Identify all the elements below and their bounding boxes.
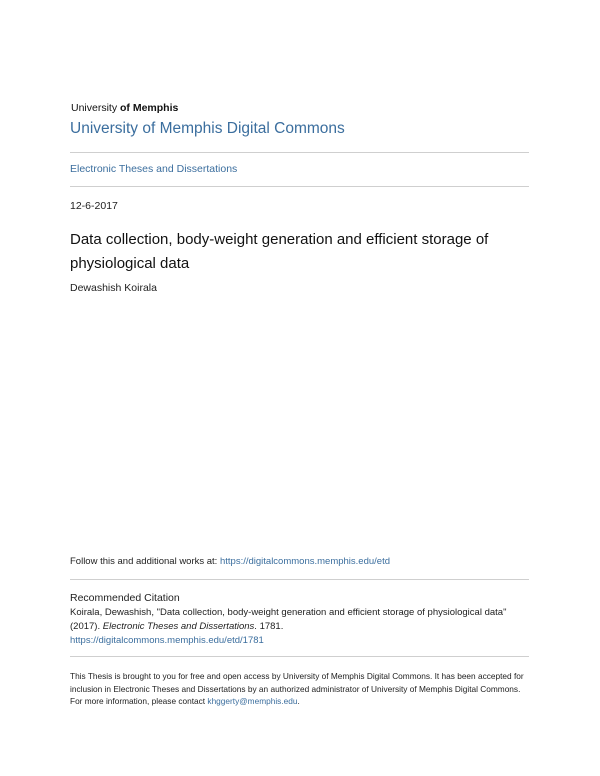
follow-text: Follow this and additional works at:	[70, 556, 220, 567]
document-title: Data collection, body-weight generation and efficient storage of physiological data	[70, 231, 489, 272]
institution-name	[71, 102, 178, 114]
document-author: Dewashish Koirala	[70, 282, 157, 294]
institution-suffix: of Memphis	[120, 102, 179, 114]
publication-date: 12-6-2017	[70, 200, 118, 212]
divider	[70, 579, 529, 580]
notice-end: .	[297, 696, 300, 706]
recommended-citation-heading: Recommended Citation	[70, 592, 180, 604]
repository-link[interactable]: University of Memphis Digital Commons	[70, 120, 345, 137]
divider	[70, 152, 529, 153]
follow-line	[70, 556, 390, 567]
divider	[70, 186, 529, 187]
recommended-citation	[70, 606, 535, 648]
collection-link[interactable]: Electronic Theses and Dissertations	[70, 163, 238, 175]
citation-number: . 1781.	[254, 621, 284, 632]
citation-series: Electronic Theses and Dissertations	[102, 621, 255, 632]
contact-email-link[interactable]: khggerty@memphis.edu	[207, 696, 298, 706]
divider	[70, 656, 529, 657]
institution-prefix: University	[71, 102, 118, 114]
notice-text: This Thesis is brought to you for free and open access by University of Memphis Digital Commons. It has been accepted for inclusion in Electronic Theses and Dissertations by an authorized administrator of University of Memphis Digital Commons. For more information, please contact	[70, 671, 524, 706]
access-notice	[70, 670, 530, 708]
citation-text: Koirala, Dewashish, "Data collection, body-weight generation and efficient storage of physiological data" (2017).	[70, 607, 507, 632]
citation-link[interactable]: https://digitalcommons.memphis.edu/etd/1781	[70, 635, 264, 646]
follow-link[interactable]: https://digitalcommons.memphis.edu/etd	[219, 556, 390, 567]
